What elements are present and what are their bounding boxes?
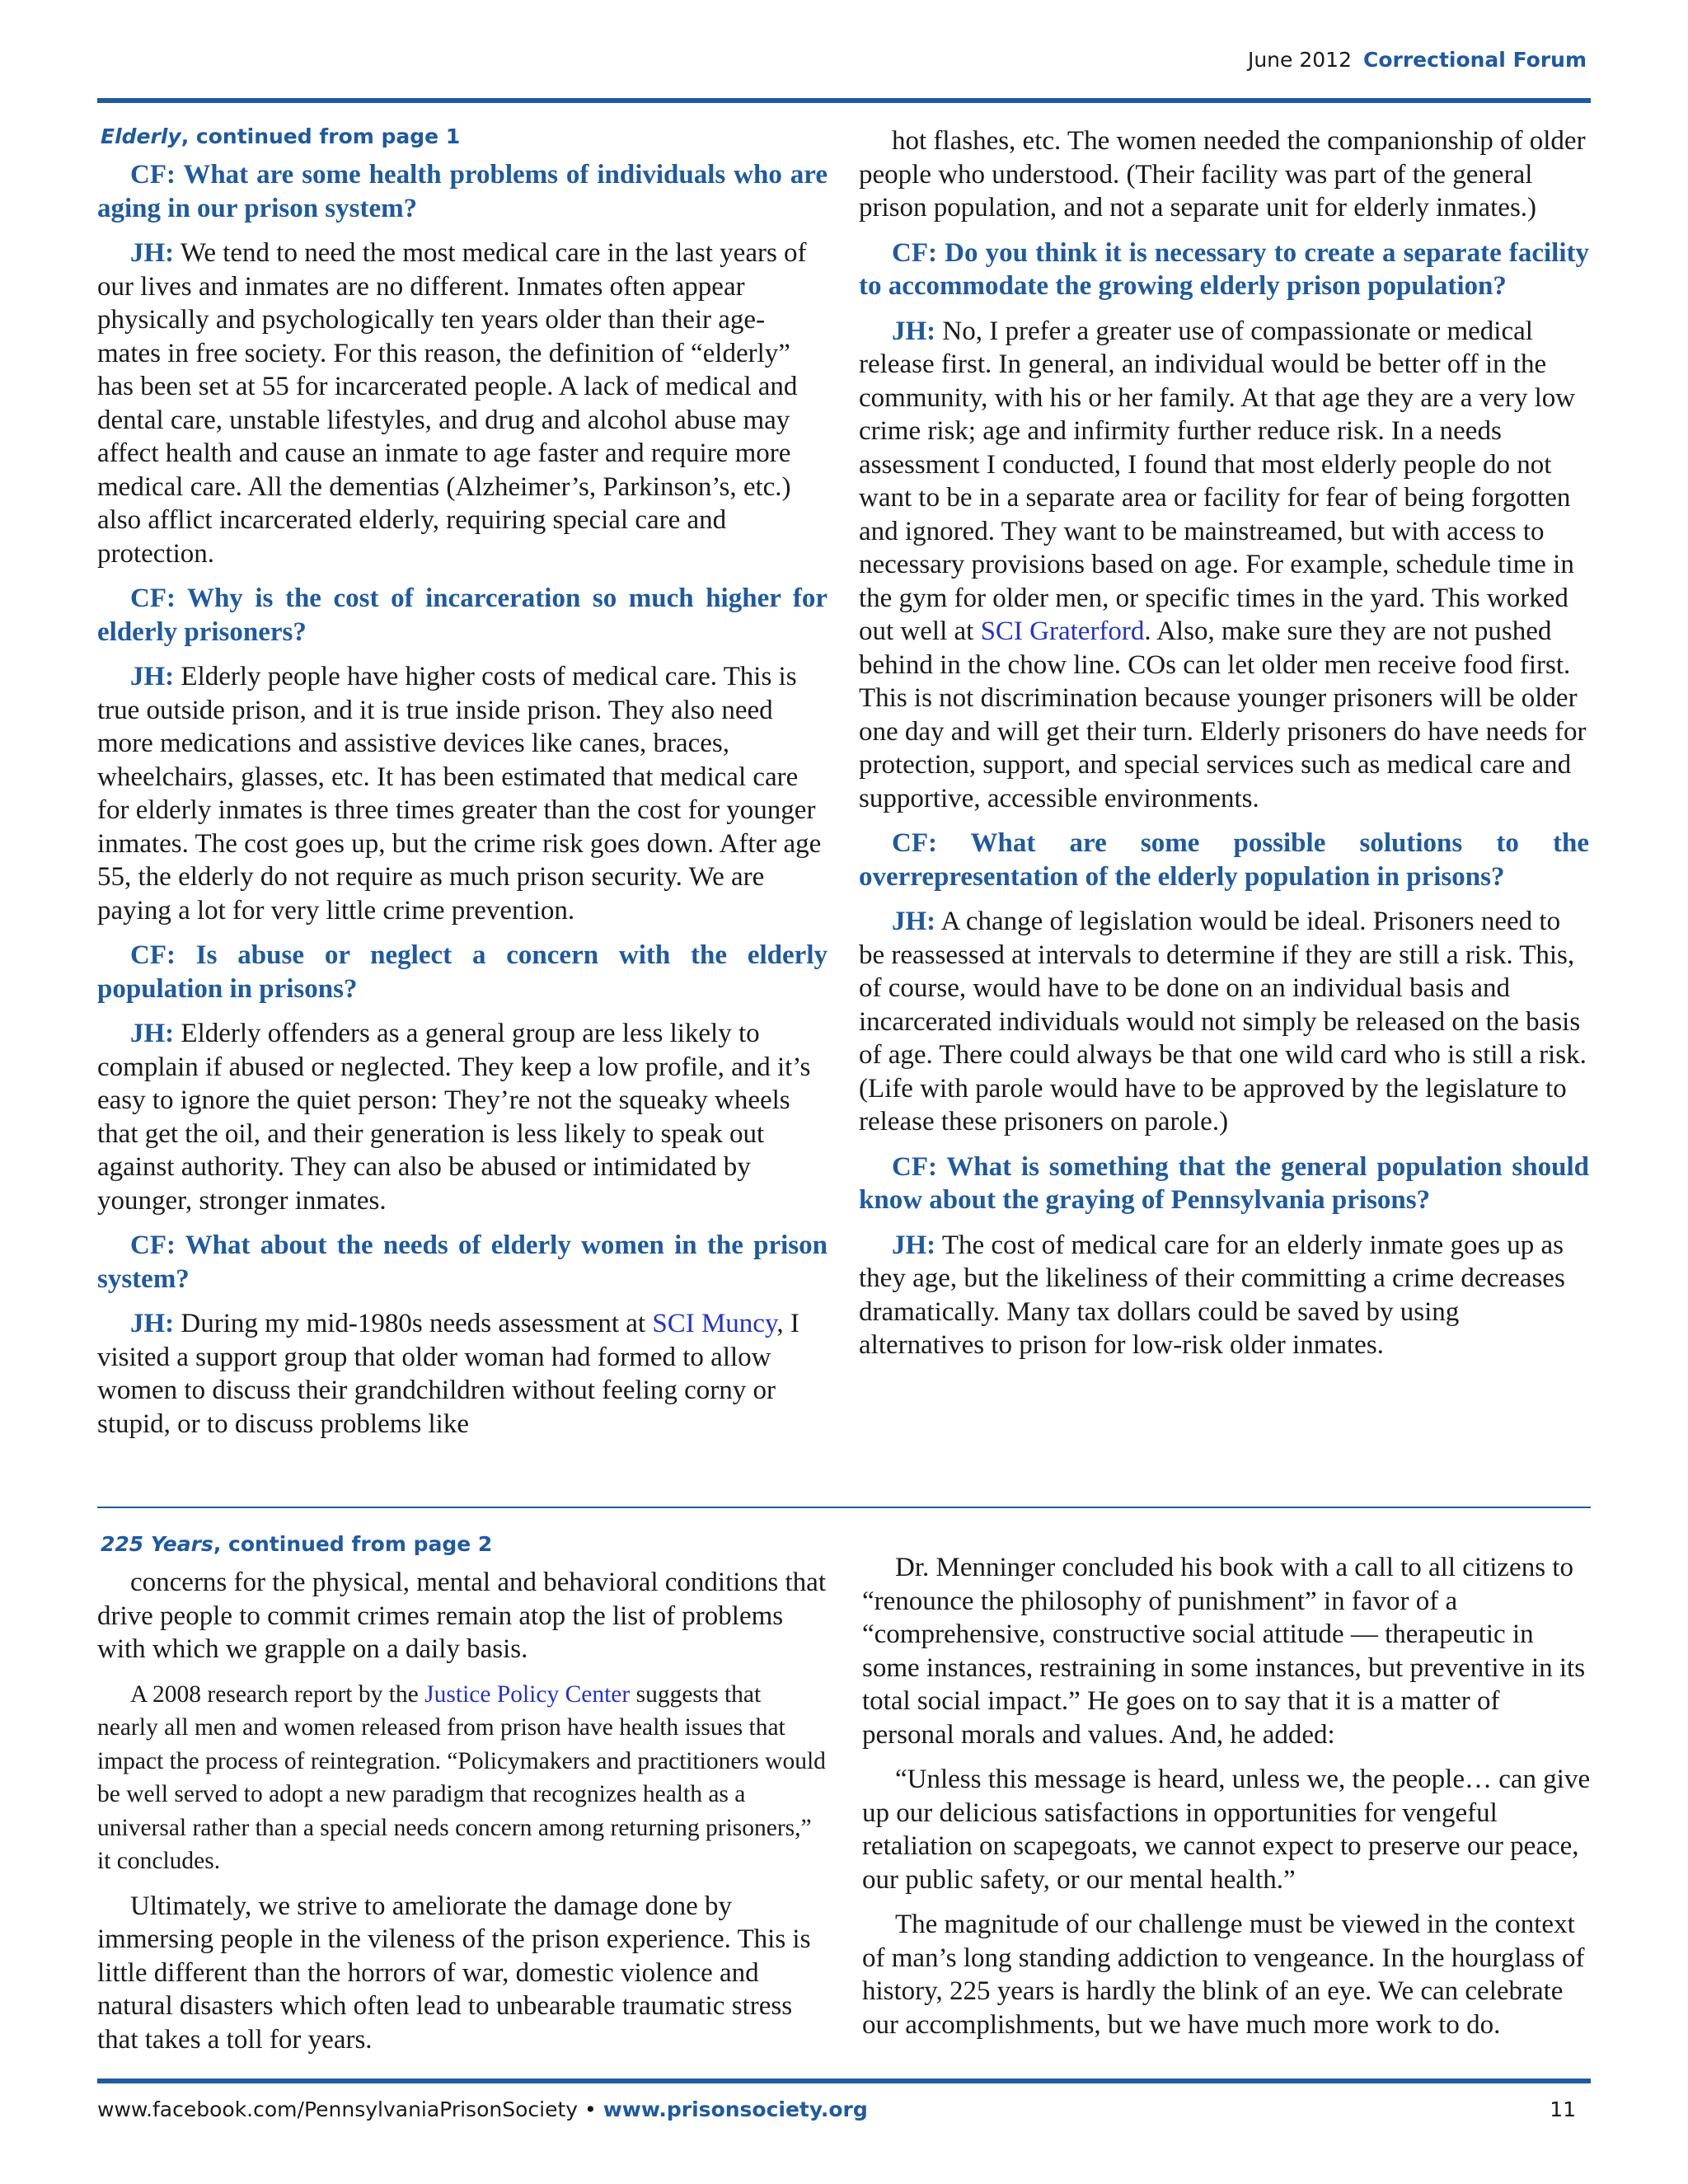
page-number: 11 [1550, 2097, 1576, 2121]
answer-text: A change of legislation would be ideal. Prisoners need to be reassessed at intervals to determine if they are still a risk. This, of course, would have to be done on an individual basis and incarcerated individuals would not simply be released on the basis of age. There could always be that one wild card who is still a risk. (Life with parole would have to be approved by the legislature to release these prisoners on parole.) [859, 907, 1587, 1137]
body-paragraph: concerns for the physical, mental and behavioral conditions that drive people to commit crimes remain atop the list of problems with which we grapple on a daily basis. [97, 1568, 826, 1664]
years-right-paragraphs [862, 1551, 1591, 2041]
elderly-left-column [97, 124, 828, 1452]
speaker-label: JH: [130, 1309, 175, 1338]
answer-text: We tend to need the most medical care in the last years of our lives and inmates are no different. Inmates often appear physically and psychologically ten years older than their age-mates in free society. For this reason, the definition of “elderly” has been set at 55 for incarcerated people. A lack of medical and dental care, unstable lifestyles, and drug and alcohol abuse may affect health and cause an inmate to age faster and require more medical care. All the dementias (Alzheimer’s, Parkinson’s, etc.) also afflict incarcerated elderly, requiring special care and protection. [97, 238, 807, 569]
body-paragraph: The magnitude of our challenge must be viewed in the context of man’s long standing addiction to vengeance. In the hourglass of history, 225 years is hardly the blink of an eye. We can celebrate our accomplishments, but we have much more work to do. [862, 1910, 1585, 2040]
interview-answer [97, 1307, 828, 1441]
answer-text: Elderly offenders as a general group are less likely to complain if abused or neglected. They keep a low profile, and it’s easy to ignore the quiet person: They’re not the squeaky wheels that get the oil, and their generation is less likely to speak out against authority. They can also be abused or intimidated by younger, stronger inmates. [97, 1019, 811, 1216]
interview-question: CF: Why is the cost of incarceration so much higher for elderly prisoners? [97, 583, 828, 647]
speaker-label: JH: [892, 907, 936, 936]
publication-title: Correctional Forum [1362, 48, 1587, 72]
interview-question: CF: What about the needs of elderly women in the prison system? [97, 1230, 828, 1294]
page-header [1248, 48, 1587, 72]
interview-question: CF: What is something that the general population should know about the graying of Pennsylvania prisons? [859, 1151, 1589, 1215]
speaker-label: JH: [130, 238, 175, 268]
paragraph-text: A 2008 research report by the [130, 1680, 425, 1708]
interview-answer [859, 905, 1589, 1139]
speaker-label: JH: [130, 662, 175, 691]
footer-bullet: • [584, 2097, 597, 2121]
paragraph-text: suggests that nearly all men and women released from prison have health issues that impact the process of reintegration. “Policymakers and practitioners would be well served to adopt a new paradigm that recognizes health as a universal rather than a special needs concern among returning prisoners,” it concludes. [97, 1680, 826, 1874]
section-divider [97, 1507, 1591, 1508]
inline-link[interactable]: SCI Graterford [980, 616, 1145, 646]
header-rule [97, 98, 1591, 103]
page-footer [97, 2097, 1591, 2121]
facebook-link[interactable]: www.facebook.com/PennsylvaniaPrisonSociety [97, 2097, 579, 2121]
elderly-continued-label: Elderly, continued from page 1 [101, 124, 461, 148]
elderly-right-column [859, 124, 1589, 1374]
body-paragraph: Dr. Menninger concluded his book with a call to all citizens to “renounce the philosophy of punishment” in favor of a “comprehensive, constructive social attitude — therapeutic in some instances, restraining in some instances, but preventive in its total social impact.” He goes on to say that it is a matter of personal morals and values. And, he added: [862, 1553, 1586, 1750]
interview-question: CF: What are some possible solutions to the overrepresentation of the elderly population in prisons? [859, 828, 1589, 892]
years-continued-label: 225 Years, continued from page 2 [101, 1532, 493, 1556]
answer-text: , I visited a support group that older woman had formed to allow women to discuss their grandchildren without feeling corny or stupid, or to discuss problems like [97, 1309, 799, 1439]
elderly-left-paragraphs [97, 158, 828, 1441]
inline-link[interactable]: Justice Policy Center [424, 1680, 631, 1708]
interview-answer [97, 237, 828, 570]
answer-text: . Also, make sure they are not pushed behind in the chow line. COs can let older men receive food first. This is not discrimination because younger prisoners will be older one day and will get their turn. Elderly prisoners do have needs for protection, support, and special services such as medical care and supportive, accessible environments. [859, 616, 1587, 813]
years-left-column [97, 1531, 828, 2068]
inline-link[interactable]: SCI Muncy [652, 1309, 777, 1338]
footer-rule [97, 2079, 1591, 2083]
years-left-paragraphs [97, 1566, 828, 2056]
website-link[interactable]: www.prisonsociety.org [603, 2097, 868, 2121]
body-paragraph: “Unless this message is heard, unless we, the people… can give up our delicious satisfactions in opportunities for vengeful retaliation on scapegoats, we cannot expect to preserve our peace, our public safety, or our mental health.” [862, 1765, 1591, 1895]
interview-answer [859, 315, 1589, 816]
answer-text: Elderly people have higher costs of medical care. This is true outside prison, and it is true inside prison. They also need more medications and assistive devices like canes, braces, wheelchairs, glasses, etc. It has been estimated that medical care for elderly inmates is three times greater than the cost for younger inmates. The cost goes up, but the crime risk goes down. After age 55, the elderly do not require as much prison security. We are paying a lot for very little crime prevention. [97, 662, 822, 926]
interview-question: CF: Do you think it is necessary to create a separate facility to accommodate the growing elderly prison population? [859, 237, 1589, 301]
answer-text: The cost of medical care for an elderly inmate goes up as they age, but the likeliness of their committing a crime decreases dramatically. Many tax dollars could be saved by using alternatives to prison for low-risk older inmates. [859, 1230, 1565, 1360]
speaker-label: JH: [130, 1019, 175, 1048]
years-right-column [862, 1551, 1591, 2053]
interview-answer [859, 1229, 1589, 1362]
body-paragraph: Ultimately, we strive to ameliorate the damage done by immersing people in the vileness of the prison experience. This is little different than the horrors of war, domestic violence and natural disasters which often lead to unbearable traumatic stress that takes a toll for years. [97, 1891, 811, 2055]
body-paragraph: hot flashes, etc. The women needed the companionship of older people who understood. (Their facility was part of the general prison population, and not a separate unit for elderly inmates.) [859, 126, 1586, 223]
interview-question: CF: Is abuse or neglect a concern with the elderly population in prisons? [97, 940, 828, 1004]
issue-date: June 2012 [1247, 48, 1352, 72]
answer-text: During my mid-1980s needs assessment at [174, 1309, 653, 1338]
speaker-label: JH: [892, 1230, 936, 1260]
interview-answer [97, 1017, 828, 1217]
interview-question: CF: What are some health problems of individuals who are aging in our prison system? [97, 160, 828, 223]
answer-text: No, I prefer a greater use of compassionate or medical release first. In general, an individual would be better off in the community, with his or her family. At that age they are a very low crime risk; age and infirmity further reduce risk. In a needs assessment I conducted, I found that most elderly people do not want to be in a separate area or facility for fear of being forgotten and ignored. They want to be mainstreamed, but with access to necessary provisions based on age. For example, schedule time in the gym for older men, or specific times in the yard. This worked out well at [859, 316, 1576, 646]
body-paragraph [97, 1678, 828, 1878]
interview-answer [97, 660, 828, 927]
elderly-right-paragraphs [859, 124, 1589, 1362]
speaker-label: JH: [892, 316, 936, 346]
